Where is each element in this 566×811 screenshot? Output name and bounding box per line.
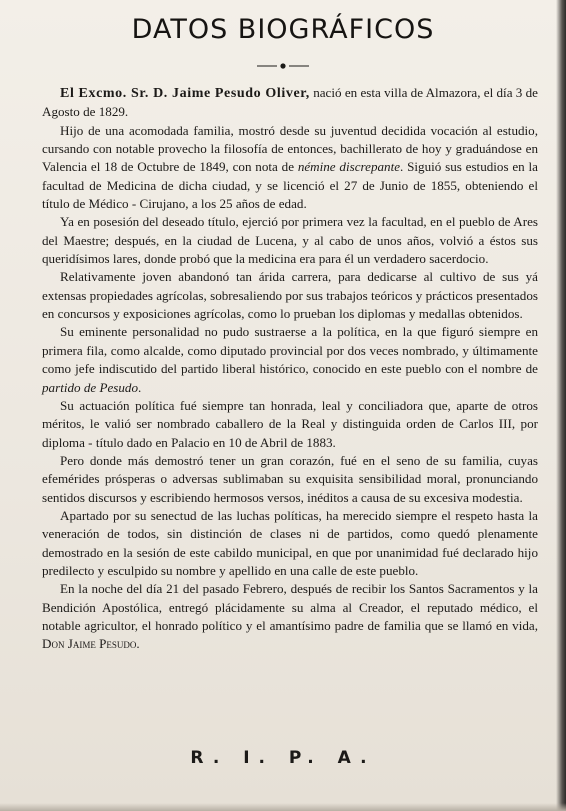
scan-bottom-edge	[0, 803, 566, 811]
emphasis-text: némine discrepante	[297, 159, 401, 175]
paragraph-text: nació en esta villa de Almazora, el día 3 de Agosto de 1829.	[42, 85, 538, 120]
paragraph-text: Su eminente personalidad no pudo sustraerse a la política, en la que figuró siempre en primera fila, como alcalde, como diputado provincial por dos veces nombrado, y últimamente como jefe indiscutido del partido liberal histórico, conocido en este pueblo con el nombre de	[42, 324, 538, 377]
paragraph-death	[42, 580, 538, 653]
paragraph-practice: Ya en posesión del deseado título, ejerció por primera vez la facultad, en el pueblo de Ares del Maestre; después, en la ciudad de Lucena, y al cabo de unos años, volvió a éstos sus queridísimos lares, donde probó que la medicina era para él un verdadero sacerdocio.	[42, 214, 538, 267]
biography-text	[42, 84, 538, 654]
paragraph-veneration: Apartado por su senectud de las luchas políticas, ha merecido siempre el respeto hasta la veneración de todos, sin distinción de clases ni de partidos, como quedó plenamente demostrado en la sesión de este cabildo municipal, en que por unanimidad fué declarado hijo predilecto y esculpido su nombre y apellido en una calle de este pueblo.	[42, 507, 538, 578]
paragraph-text: .	[138, 379, 142, 395]
paragraph-politics	[42, 323, 538, 396]
paragraph-agriculture: Relativamente joven abandonó tan árida carrera, para dedicarse al cultivo de sus yá extensas propiedades agrícolas, sobresaliendo por sus trabajos teóricos y prácticos presentados en concursos y exposiciones agrícolas, como lo prueban los diplomas y medallas obtenidos.	[42, 269, 538, 322]
paragraph-birth	[42, 84, 538, 122]
paragraph-text: . Siguió sus estudios en la facultad de Medicina de dicha ciudad, y se licenció el 27 de Junio de 1855, obteniendo el título de Médico - Cirujano, a los 25 años de edad.	[42, 159, 538, 212]
paragraph-honors: Su actuación política fué siempre tan honrada, leal y conciliadora que, aparte de otros méritos, le valió ser nombrado caballero de la Real y distinguida orden de Carlos III, por diploma - título dado en Palacio en 10 de Abril de 1883.	[42, 397, 538, 450]
paragraph-text: Hijo de una acomodada familia, mostró desde su juventud decidida vocación al estudio, cursando con notable provecho la filosofía de entonces, bachillerato de hoy y graduándose en Valencia el 18 de Octubre de 1849, con nota de	[42, 122, 538, 175]
paragraph-text: .	[136, 636, 140, 652]
paragraph-text: En la noche del día 21 del pasado Febrero, después de recibir los Santos Sacramentos y la Bendición Apostólica, entregó plácidamente su alma al Creador, el reputado médico, el notable agricultor, el honrado político y el amantísimo padre de familia que se llamó en vida,	[42, 581, 538, 633]
emphasis-text: partido de Pesudo	[42, 379, 139, 395]
paragraph-family: Pero donde más demostró tener un gran corazón, fué en el seno de su familia, cuyas efemérides prósperas o adversas sublimaban su exquisita sensibilidad moral, pronunciando sentidos discursos y escribiendo hermosos versos, inéditos a causa de su excesiva modestia.	[42, 452, 538, 505]
scan-edge-shadow	[556, 0, 566, 811]
document-title: DATOS BIOGRÁFICOS	[131, 14, 435, 45]
smallcaps-name: Don Jaime Pesudo	[42, 636, 137, 652]
title-ornament	[233, 62, 333, 70]
subject-name: El Excmo. Sr. D. Jaime Pesudo Oliver,	[60, 86, 310, 101]
closing-rip: R. I. P. A.	[190, 748, 376, 768]
paragraph-studies	[42, 122, 538, 214]
